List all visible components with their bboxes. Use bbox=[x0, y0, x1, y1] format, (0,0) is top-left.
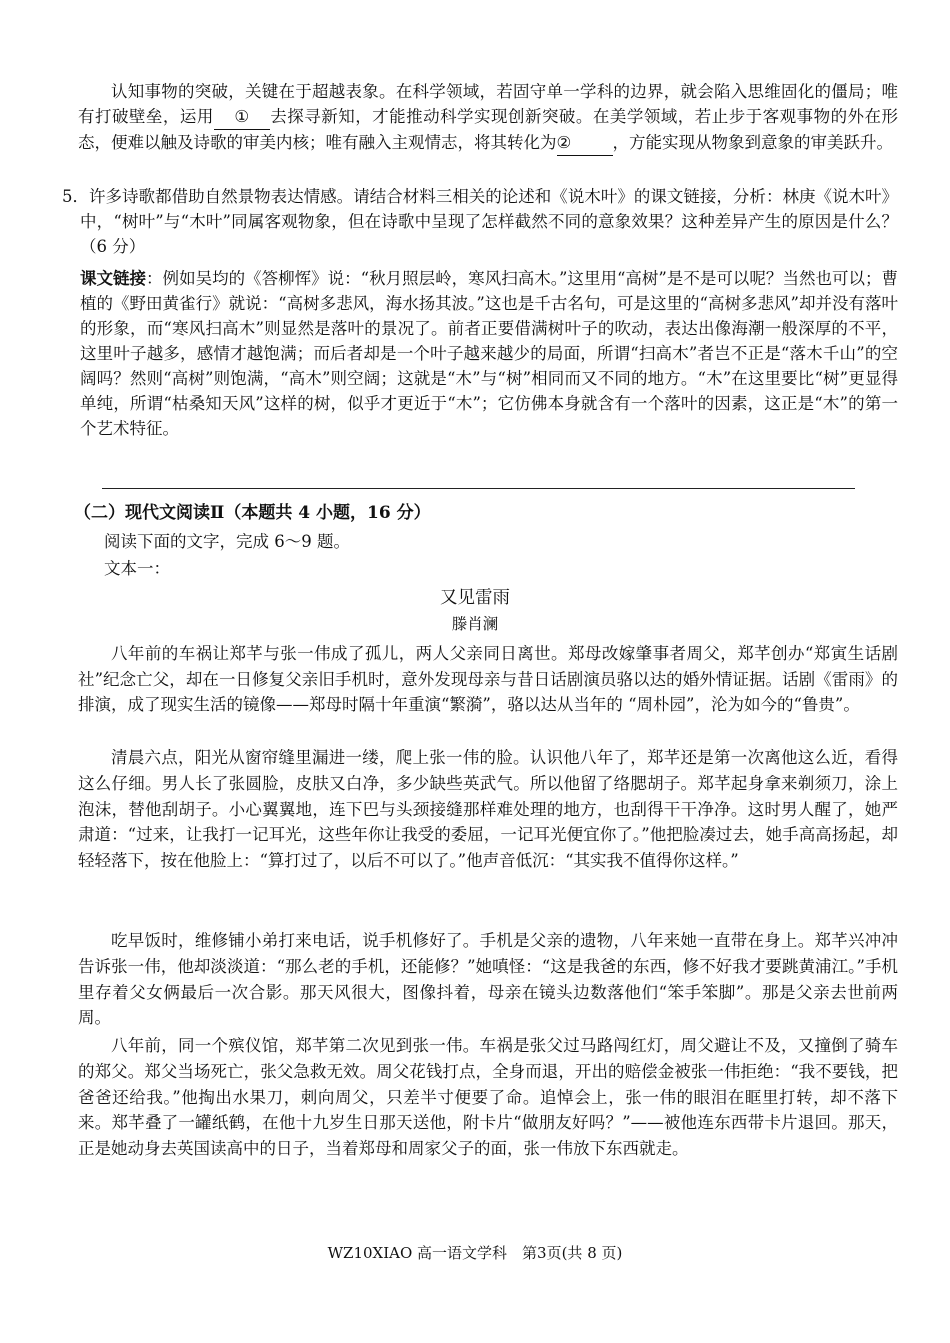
material-paragraph bbox=[78, 79, 898, 156]
divider bbox=[102, 488, 855, 489]
story-author: 滕肖澜 bbox=[451, 615, 499, 633]
blank-1: ① bbox=[214, 104, 270, 130]
text-label: 文本一： bbox=[104, 559, 170, 578]
text-link-label: 课文链接 bbox=[80, 269, 147, 288]
section-title: （二）现代文阅读Ⅱ（本题共 4 小题，16 分） bbox=[74, 503, 431, 523]
text-link-body: ：例如吴均的《答柳恽》说：“秋月照层岭，寒风扫高木。”这里用“高树”是不是可以呢？当然也可以；曹植的《野田黄雀行》就说：“高树多悲风，海水扬其波。”这也是千古名句，可是这里的“高树多悲风”却并没有落叶的形象，而“寒风扫高木”则显然是落叶的景况了。前者正要借满树叶子的吹动，表达出像海潮一般深厚的不平，这里叶子越多，感情才越饱满；而后者却是一个叶子越来越少的局面，所谓“扫高木”者岂不正是“落木千山”的空阔吗？然则“高树”则饱满，“高木”则空阔；这就是“木”与“树”相同而又不同的地方。“木”在这里要比“树”更显得单纯，所谓“枯桑知天风”这样的树，似乎才更近于“木”；它仿佛本身就含有一个落叶的因素，这正是“木”的第一个艺术特征。 bbox=[80, 269, 898, 438]
material-text-1: 认知事物的突破，关键在于超越表象。在科学领域，若固守单一学科的边界，就会陷入思维固化的僵局；唯有打破壁垒，运用 bbox=[78, 82, 898, 126]
question-number: 5． bbox=[62, 187, 90, 206]
page-footer: WZ10XIAO 高一语文学科 第3页(共 8 页) bbox=[327, 1244, 623, 1262]
story-paragraph-2: 清晨六点，阳光从窗帘缝里漏进一缕，爬上张一伟的脸。认识他八年了，郑芊还是第一次离他这么近，看得这么仔细。男人长了张圆脸，皮肤又白净，多少缺些英武气。所以他留了络腮胡子。郑芊起身拿来剃须刀，涂上泡沫，替他刮胡子。小心翼翼地，连下巴与头颈接缝那样难处理的地方，也刮得干干净净。这时男人醒了，她严肃道：“过来，让我打一记耳光，这些年你让我受的委屈，一记耳光便宜你了。”他把脸凑过去，她手高高扬起，却轻轻落下，按在他脸上：“算打过了，以后不可以了。”他声音低沉：“其实我不值得你这样。” bbox=[78, 748, 898, 871]
material-text-3: ，方能实现从物象到意象的审美跃升。 bbox=[612, 133, 893, 152]
material-text-2: 去探寻新知，才能推动科学实现创新突破。在美学领域，若止步于客观事物的外在形态，便难以触及诗歌的审美内核；唯有融入主观情志，将其转化为 bbox=[78, 107, 899, 152]
story-paragraph-3: 吃早饭时，维修铺小弟打来电话，说手机修好了。手机是父亲的遗物，八年来她一直带在身上。郑芊兴冲冲告诉张一伟，他却淡淡道：“那么老的手机，还能修？”她嗔怪：“这是我爸的东西，修不好我才要跳黄浦江。”手机里存着父女俩最后一次合影。那天风很大，图像抖着，母亲在镜头边数落他们“笨手笨脚”。那是父亲去世前两周。 bbox=[78, 931, 898, 1028]
text-link bbox=[80, 266, 898, 441]
section-instruction: 阅读下面的文字，完成 6～9 题。 bbox=[104, 532, 350, 551]
story-paragraph-4: 八年前，同一个殡仪馆，郑芊第二次见到张一伟。车祸是张父过马路闯红灯，周父避让不及，又撞倒了骑车的郑父。郑父当场死亡，张父急救无效。周父花钱打点，全身而退，开出的赔偿金被张一伟拒绝：“我不要钱，把爸爸还给我。”他掏出水果刀，刺向周父，只差半寸便要了命。追悼会上，张一伟的眼泪在眶里打转，却不落下来。郑芊叠了一罐纸鹤，在他十九岁生日那天送他，附卡片“做朋友好吗？”——被他连东西带卡片退回。那天，正是她动身去英国读高中的日子，当着郑母和周家父子的面，张一伟放下东西就走。 bbox=[78, 1036, 898, 1159]
story-title: 又见雷雨 bbox=[440, 588, 510, 608]
story-paragraph-1: 八年前的车祸让郑芊与张一伟成了孤儿，两人父亲同日离世。郑母改嫁肇事者周父，郑芊创办“郑寅生话剧社”纪念亡父，却在一日修复父亲旧手机时，意外发现母亲与昔日话剧演员骆以达的婚外情证据。话剧《雷雨》的排演，成了现实生活的镜像——郑母时隔十年重演“繁漪”，骆以达从当年的 “周朴园”，沦为如今的“鲁贵”。 bbox=[78, 644, 898, 714]
question-5 bbox=[62, 184, 898, 259]
question-text: 许多诗歌都借助自然景物表达情感。请结合材料三相关的论述和《说木叶》的课文链接，分析：林庚《说木叶》中，“树叶”与“木叶”同属客观物象，但在诗歌中呈现了怎样截然不同的意象效果？这种差异产生的原因是什么？（6 分） bbox=[80, 187, 899, 256]
blank-2: ② bbox=[557, 130, 613, 156]
